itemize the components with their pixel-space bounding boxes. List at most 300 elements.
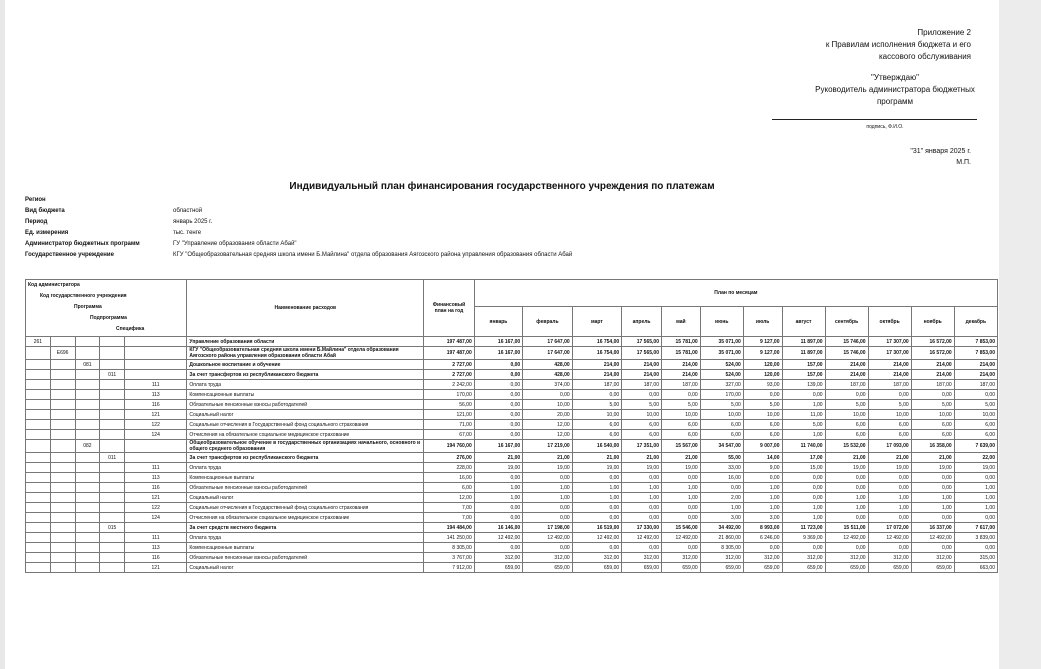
- month-value-cell: 0,00: [743, 473, 782, 483]
- month-value-cell: 659,00: [743, 563, 782, 573]
- table-row: [26, 553, 998, 563]
- expense-name-cell: Отчисления на обязательное социальное медицинское страхование: [187, 430, 424, 440]
- month-value-cell: 6,00: [661, 420, 700, 430]
- month-value-cell: 214,00: [825, 360, 868, 370]
- month-value-cell: 0,00: [868, 473, 911, 483]
- code-cell: 116: [125, 400, 187, 410]
- document-title: Индивидуальный план финансирования государственного учреждения по платежам: [289, 181, 715, 192]
- code-cell: [100, 390, 125, 400]
- meta-row: [25, 239, 572, 250]
- month-value-cell: 312,00: [700, 553, 743, 563]
- code-cell: [75, 503, 100, 513]
- month-value-cell: 0,00: [954, 543, 997, 553]
- code-cell: [125, 523, 187, 533]
- code-cell: [100, 420, 125, 430]
- annual-value-cell: 276,00: [424, 453, 475, 463]
- approval-date: "31" января 2025 г.: [910, 148, 971, 155]
- code-cell: [125, 360, 187, 370]
- code-cell: [100, 533, 125, 543]
- month-value-cell: 19,00: [622, 463, 662, 473]
- month-value-cell: 12 492,00: [622, 533, 662, 543]
- month-value-cell: 17 198,00: [523, 523, 573, 533]
- monthly-plan-header: План по месяцам: [474, 280, 997, 307]
- month-value-cell: 214,00: [954, 370, 997, 380]
- code-cell: 081: [75, 360, 100, 370]
- code-cell: [125, 337, 187, 347]
- table-row: [26, 493, 998, 503]
- annual-value-cell: 12,00: [424, 493, 475, 503]
- month-value-cell: 11 897,00: [782, 337, 825, 347]
- code-cell: [75, 483, 100, 493]
- code-institution-header: Код государственного учреждения: [40, 293, 127, 299]
- code-cell: [100, 440, 125, 453]
- month-value-cell: 214,00: [622, 360, 662, 370]
- month-value-cell: 6 246,00: [743, 533, 782, 543]
- month-value-cell: 6,00: [743, 420, 782, 430]
- annual-value-cell: 7,00: [424, 513, 475, 523]
- expense-name-cell: За счет трансфертов из республиканского бюджета: [187, 370, 424, 380]
- month-value-cell: 10,00: [661, 410, 700, 420]
- month-value-cell: 214,00: [868, 370, 911, 380]
- code-cell: 116: [125, 483, 187, 493]
- code-cell: [26, 533, 51, 543]
- month-value-cell: 214,00: [911, 360, 954, 370]
- month-value-cell: 17 219,00: [523, 440, 573, 453]
- annual-value-cell: 197 487,00: [424, 347, 475, 360]
- month-value-cell: 214,00: [911, 370, 954, 380]
- month-value-cell: 17 330,00: [622, 523, 662, 533]
- month-value-cell: 327,00: [700, 380, 743, 390]
- month-value-cell: 0,00: [868, 483, 911, 493]
- month-header: январь: [474, 307, 522, 337]
- code-cell: [100, 380, 125, 390]
- code-cell: [26, 463, 51, 473]
- month-value-cell: 10,00: [743, 410, 782, 420]
- month-value-cell: 0,00: [868, 513, 911, 523]
- code-cell: [75, 347, 100, 360]
- table-row: [26, 533, 998, 543]
- code-cell: 124: [125, 513, 187, 523]
- month-value-cell: 9 127,00: [743, 347, 782, 360]
- code-program-header: Программа: [74, 304, 102, 310]
- table-row: [26, 347, 998, 360]
- month-value-cell: 0,00: [743, 390, 782, 400]
- appendix-line: кассового обслуживания: [878, 52, 971, 61]
- month-value-cell: 5,00: [743, 400, 782, 410]
- month-value-cell: 12 492,00: [572, 533, 622, 543]
- code-cell: [100, 503, 125, 513]
- approval-date-block: [841, 146, 971, 168]
- month-value-cell: 0,00: [954, 513, 997, 523]
- month-header: март: [572, 307, 622, 337]
- code-cell: 113: [125, 390, 187, 400]
- month-value-cell: 15 511,00: [825, 523, 868, 533]
- annual-value-cell: 2 727,00: [424, 370, 475, 380]
- expense-name-header: Наименование расходов: [187, 280, 424, 337]
- meta-key: Администратор бюджетных программ: [25, 241, 140, 247]
- month-value-cell: 312,00: [911, 553, 954, 563]
- month-value-cell: 10,00: [700, 410, 743, 420]
- month-value-cell: 0,00: [661, 543, 700, 553]
- table-row: [26, 563, 998, 573]
- month-value-cell: 312,00: [572, 553, 622, 563]
- month-header: ноябрь: [911, 307, 954, 337]
- meta-value: январь 2025 г.: [173, 219, 213, 225]
- annual-plan-header: Финансовый план на год: [424, 280, 475, 337]
- month-header: август: [782, 307, 825, 337]
- month-value-cell: 0,00: [782, 483, 825, 493]
- code-cell: [50, 533, 75, 543]
- month-value-cell: 19,00: [954, 463, 997, 473]
- month-value-cell: 2,00: [700, 493, 743, 503]
- month-value-cell: 0,00: [868, 543, 911, 553]
- month-value-cell: 0,00: [911, 473, 954, 483]
- annual-value-cell: 3 767,00: [424, 553, 475, 563]
- month-value-cell: 17 307,00: [868, 347, 911, 360]
- month-value-cell: 1,00: [622, 483, 662, 493]
- month-value-cell: 15 781,00: [661, 337, 700, 347]
- month-value-cell: 0,00: [825, 513, 868, 523]
- code-cell: [26, 543, 51, 553]
- month-value-cell: 214,00: [661, 360, 700, 370]
- meta-key: Период: [25, 219, 48, 225]
- month-value-cell: 3,00: [700, 513, 743, 523]
- month-value-cell: 0,00: [572, 543, 622, 553]
- code-cell: [75, 337, 100, 347]
- month-value-cell: 0,00: [474, 390, 522, 400]
- month-value-cell: 0,00: [572, 390, 622, 400]
- code-cell: [26, 453, 51, 463]
- month-value-cell: 0,00: [954, 390, 997, 400]
- month-value-cell: 7 639,00: [954, 440, 997, 453]
- month-value-cell: 15,00: [782, 463, 825, 473]
- code-cell: [26, 503, 51, 513]
- expense-name-cell: Оплата труда: [187, 533, 424, 543]
- code-specifics-header: Специфика: [116, 326, 145, 332]
- code-cell: 121: [125, 563, 187, 573]
- code-cell: 011: [100, 453, 125, 463]
- month-value-cell: 16 337,00: [911, 523, 954, 533]
- code-cell: [75, 453, 100, 463]
- month-value-cell: 312,00: [661, 553, 700, 563]
- month-value-cell: 34 492,00: [700, 523, 743, 533]
- month-value-cell: 6,00: [622, 430, 662, 440]
- month-value-cell: 0,00: [661, 513, 700, 523]
- month-value-cell: 187,00: [572, 380, 622, 390]
- month-value-cell: 5,00: [572, 400, 622, 410]
- month-value-cell: 0,00: [622, 503, 662, 513]
- month-value-cell: 1,00: [572, 493, 622, 503]
- month-value-cell: 1,00: [743, 503, 782, 513]
- month-value-cell: 7 853,00: [954, 347, 997, 360]
- month-value-cell: 0,00: [523, 503, 573, 513]
- month-value-cell: 6,00: [825, 430, 868, 440]
- month-value-cell: 15 532,00: [825, 440, 868, 453]
- month-header: февраль: [523, 307, 573, 337]
- code-cell: [50, 380, 75, 390]
- signature-line: [772, 119, 977, 120]
- meta-row: [25, 228, 572, 239]
- month-value-cell: 15 567,00: [661, 440, 700, 453]
- month-value-cell: 14,00: [743, 453, 782, 463]
- month-value-cell: 0,00: [911, 390, 954, 400]
- month-value-cell: 214,00: [572, 370, 622, 380]
- month-value-cell: 12 492,00: [523, 533, 573, 543]
- code-cell: [100, 483, 125, 493]
- code-cell: [50, 473, 75, 483]
- code-admin-header: Код администратора: [28, 282, 80, 288]
- code-cell: [26, 523, 51, 533]
- month-value-cell: 0,00: [523, 390, 573, 400]
- month-value-cell: 19,00: [661, 463, 700, 473]
- annual-value-cell: 141 250,00: [424, 533, 475, 543]
- annual-value-cell: 71,00: [424, 420, 475, 430]
- appendix-line: к Правилам исполнения бюджета и его: [825, 40, 971, 49]
- code-cell: [26, 563, 51, 573]
- month-value-cell: 10,00: [868, 410, 911, 420]
- code-cell: [26, 370, 51, 380]
- month-value-cell: 1,00: [474, 483, 522, 493]
- month-value-cell: 1,00: [782, 503, 825, 513]
- month-value-cell: 0,00: [474, 513, 522, 523]
- expense-name-cell: Обязательные пенсионные взносы работодателей: [187, 553, 424, 563]
- month-value-cell: 0,00: [474, 360, 522, 370]
- code-cell: [75, 493, 100, 503]
- approval-line: программ: [876, 97, 914, 106]
- month-value-cell: 6,00: [868, 420, 911, 430]
- month-value-cell: 187,00: [868, 380, 911, 390]
- month-value-cell: 1,00: [911, 503, 954, 513]
- document-meta: [25, 195, 572, 261]
- expense-name-cell: Социальный налог: [187, 493, 424, 503]
- month-value-cell: 12,00: [523, 430, 573, 440]
- month-value-cell: 3,00: [743, 513, 782, 523]
- table-row: [26, 380, 998, 390]
- appendix-note: [791, 27, 971, 63]
- month-value-cell: 5,00: [911, 400, 954, 410]
- month-value-cell: 11 723,00: [782, 523, 825, 533]
- code-cell: [26, 553, 51, 563]
- month-value-cell: 659,00: [911, 563, 954, 573]
- month-value-cell: 157,00: [782, 360, 825, 370]
- code-cell: 113: [125, 543, 187, 553]
- month-value-cell: 5,00: [661, 400, 700, 410]
- month-value-cell: 659,00: [523, 563, 573, 573]
- code-cell: [26, 440, 51, 453]
- month-value-cell: 0,00: [474, 473, 522, 483]
- code-cell: [75, 390, 100, 400]
- code-cell: [50, 440, 75, 453]
- month-value-cell: 8 993,00: [743, 523, 782, 533]
- month-value-cell: 19,00: [825, 463, 868, 473]
- annual-value-cell: 228,00: [424, 463, 475, 473]
- code-cell: [125, 440, 187, 453]
- code-cell: [26, 473, 51, 483]
- code-cell: [75, 370, 100, 380]
- month-value-cell: 19,00: [572, 463, 622, 473]
- month-value-cell: 1,00: [743, 493, 782, 503]
- month-value-cell: 1,00: [572, 483, 622, 493]
- annual-value-cell: 6,00: [424, 483, 475, 493]
- expense-name-cell: Управление образования области: [187, 337, 424, 347]
- month-value-cell: 0,00: [523, 513, 573, 523]
- month-value-cell: 16 754,00: [572, 347, 622, 360]
- month-value-cell: 214,00: [868, 360, 911, 370]
- month-value-cell: 1,00: [661, 483, 700, 493]
- month-value-cell: 7 617,00: [954, 523, 997, 533]
- code-cell: [100, 543, 125, 553]
- month-value-cell: 0,00: [782, 473, 825, 483]
- annual-value-cell: 194 484,00: [424, 523, 475, 533]
- meta-value: тыс. тенге: [173, 230, 202, 236]
- table-row: [26, 430, 998, 440]
- month-value-cell: 15 746,00: [825, 347, 868, 360]
- month-value-cell: 524,00: [700, 370, 743, 380]
- code-cell: [75, 400, 100, 410]
- code-cell: [100, 563, 125, 573]
- annual-value-cell: 197 487,00: [424, 337, 475, 347]
- month-value-cell: 0,00: [661, 503, 700, 513]
- month-value-cell: 0,00: [911, 543, 954, 553]
- month-header: декабрь: [954, 307, 997, 337]
- code-cell: [26, 420, 51, 430]
- code-cell: [50, 390, 75, 400]
- expense-name-cell: Социальные отчисления в Государственный фонд социального страхования: [187, 420, 424, 430]
- month-value-cell: 1,00: [474, 493, 522, 503]
- month-value-cell: 16 572,00: [911, 337, 954, 347]
- table-row: [26, 410, 998, 420]
- table-row: [26, 337, 998, 347]
- code-cell: 122: [125, 420, 187, 430]
- month-value-cell: 5,00: [782, 420, 825, 430]
- code-cell: [26, 360, 51, 370]
- code-cell: [50, 453, 75, 463]
- month-value-cell: 19,00: [868, 463, 911, 473]
- code-cell: 113: [125, 473, 187, 483]
- table-row: [26, 483, 998, 493]
- code-cell: [75, 543, 100, 553]
- code-cell: [100, 337, 125, 347]
- month-value-cell: 0,00: [523, 543, 573, 553]
- code-cell: [100, 463, 125, 473]
- month-value-cell: 20,00: [523, 410, 573, 420]
- month-header: апрель: [622, 307, 662, 337]
- month-value-cell: 11 740,00: [782, 440, 825, 453]
- month-value-cell: 312,00: [622, 553, 662, 563]
- stamp-label: М.П.: [956, 159, 971, 166]
- annual-value-cell: 8 305,00: [424, 543, 475, 553]
- table-row: [26, 453, 998, 463]
- table-row: [26, 543, 998, 553]
- table-row: [26, 360, 998, 370]
- table-row: [26, 503, 998, 513]
- month-value-cell: 21,00: [523, 453, 573, 463]
- code-cell: [75, 473, 100, 483]
- code-cell: [26, 410, 51, 420]
- month-value-cell: 16 146,00: [474, 523, 522, 533]
- month-value-cell: 35 071,00: [700, 347, 743, 360]
- month-value-cell: 11 897,00: [782, 347, 825, 360]
- month-value-cell: 6,00: [700, 430, 743, 440]
- month-value-cell: 0,00: [474, 410, 522, 420]
- month-value-cell: 6,00: [954, 420, 997, 430]
- expense-name-cell: Общеобразовательное обучение в государственных организациях начального, основного и общего среднего образования: [187, 440, 424, 453]
- month-value-cell: 12 492,00: [868, 533, 911, 543]
- month-value-cell: 120,00: [743, 360, 782, 370]
- meta-key: Регион: [25, 197, 46, 203]
- month-value-cell: 10,00: [954, 410, 997, 420]
- code-cell: 261: [26, 337, 51, 347]
- month-value-cell: 0,00: [825, 543, 868, 553]
- month-header: июль: [743, 307, 782, 337]
- month-value-cell: 1,00: [825, 503, 868, 513]
- code-cell: 121: [125, 493, 187, 503]
- code-subprogram-header: Подпрограмма: [90, 315, 127, 321]
- code-cell: [75, 410, 100, 420]
- month-value-cell: 428,00: [523, 360, 573, 370]
- month-value-cell: 12 492,00: [911, 533, 954, 543]
- month-value-cell: 19,00: [523, 463, 573, 473]
- scroll-gutter[interactable]: [999, 0, 1041, 669]
- annual-value-cell: 121,00: [424, 410, 475, 420]
- month-value-cell: 659,00: [661, 563, 700, 573]
- month-value-cell: 6,00: [572, 430, 622, 440]
- month-value-cell: 15 781,00: [661, 347, 700, 360]
- annual-value-cell: 67,00: [424, 430, 475, 440]
- code-cell: [100, 473, 125, 483]
- month-value-cell: 17 093,00: [868, 440, 911, 453]
- month-value-cell: 17 565,00: [622, 347, 662, 360]
- code-cell: [100, 430, 125, 440]
- code-cell: 111: [125, 533, 187, 543]
- month-value-cell: 659,00: [782, 563, 825, 573]
- annual-value-cell: 56,00: [424, 400, 475, 410]
- month-value-cell: 659,00: [868, 563, 911, 573]
- month-value-cell: 663,00: [954, 563, 997, 573]
- month-value-cell: 0,00: [622, 390, 662, 400]
- code-levels-header: [26, 280, 187, 337]
- code-cell: [75, 463, 100, 473]
- month-value-cell: 6,00: [700, 420, 743, 430]
- month-value-cell: 6,00: [954, 430, 997, 440]
- code-cell: 116: [125, 553, 187, 563]
- meta-key: Ед. измерения: [25, 230, 69, 236]
- code-cell: [100, 347, 125, 360]
- document-page: [5, 0, 999, 669]
- month-value-cell: 139,00: [782, 380, 825, 390]
- month-value-cell: 214,00: [661, 370, 700, 380]
- code-cell: [75, 513, 100, 523]
- expense-name-cell: Компенсационные выплаты: [187, 473, 424, 483]
- code-cell: [100, 493, 125, 503]
- month-value-cell: 0,00: [572, 473, 622, 483]
- month-value-cell: 0,00: [474, 503, 522, 513]
- month-value-cell: 6,00: [572, 420, 622, 430]
- month-value-cell: 1,00: [661, 493, 700, 503]
- code-cell: [50, 543, 75, 553]
- month-value-cell: 16 167,00: [474, 337, 522, 347]
- month-value-cell: 0,00: [572, 503, 622, 513]
- meta-row: [25, 206, 572, 217]
- meta-value: КГУ "Общеобразовательная средняя школа имени Б.Майлина" отдела образования Аягозского района управления образования области Абай: [173, 252, 573, 258]
- code-cell: E696: [50, 347, 75, 360]
- month-value-cell: 659,00: [700, 563, 743, 573]
- code-cell: [50, 503, 75, 513]
- month-value-cell: 1,00: [743, 483, 782, 493]
- month-value-cell: 0,00: [868, 390, 911, 400]
- month-value-cell: 7 853,00: [954, 337, 997, 347]
- month-value-cell: 17 647,00: [523, 347, 573, 360]
